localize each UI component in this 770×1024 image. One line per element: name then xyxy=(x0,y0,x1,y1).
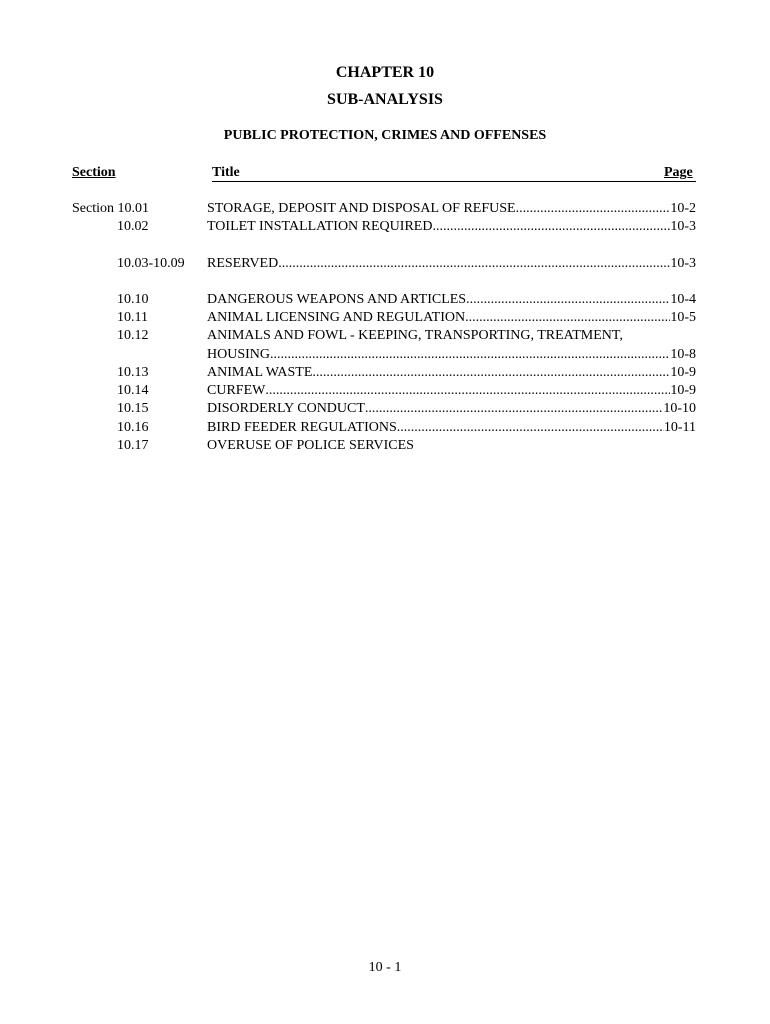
column-header-page: Page xyxy=(664,165,693,180)
toc-title-line xyxy=(207,365,696,381)
toc-section: Section 10.01 xyxy=(72,201,149,216)
toc-title: BIRD FEEDER REGULATIONS xyxy=(207,420,397,435)
toc-title-line xyxy=(207,401,696,417)
toc-title-line xyxy=(207,347,696,363)
toc-row xyxy=(0,420,770,438)
toc-row xyxy=(0,438,770,456)
column-header-section: Section xyxy=(72,165,116,180)
toc-title: DANGEROUS WEAPONS AND ARTICLES xyxy=(207,292,467,307)
toc-title-line xyxy=(207,438,696,454)
toc-page: 10-4 xyxy=(670,292,696,307)
toc-section: 10.17 xyxy=(117,438,149,453)
header-underline xyxy=(212,181,696,182)
toc-row xyxy=(0,219,770,237)
toc-title-line xyxy=(207,219,696,235)
toc-title: DISORDERLY CONDUCT xyxy=(207,401,365,416)
toc-title-line xyxy=(207,201,696,217)
toc-row xyxy=(0,401,770,419)
toc-leader xyxy=(312,365,670,381)
toc-page: 10-9 xyxy=(670,365,696,380)
toc-leader xyxy=(278,256,670,272)
chapter-subtitle: SUB-ANALYSIS xyxy=(327,91,443,108)
toc-title: STORAGE, DEPOSIT AND DISPOSAL OF REFUSE xyxy=(207,201,516,216)
toc-row xyxy=(0,383,770,401)
chapter-topic: PUBLIC PROTECTION, CRIMES AND OFFENSES xyxy=(223,128,547,143)
toc-title: CURFEW xyxy=(207,383,266,398)
toc-row xyxy=(0,365,770,383)
toc-section: 10.16 xyxy=(117,420,149,435)
column-header-title: Title xyxy=(212,165,240,180)
toc-title: ANIMAL WASTE xyxy=(207,365,313,380)
toc-section: 10.11 xyxy=(117,310,148,325)
toc-section: 10.02 xyxy=(117,219,149,234)
toc-title-line xyxy=(207,383,696,399)
toc-title: ANIMAL LICENSING AND REGULATION xyxy=(207,310,466,325)
toc-title-line xyxy=(207,256,696,272)
toc-page: 10-3 xyxy=(670,219,696,234)
chapter-heading: CHAPTER 10 xyxy=(335,64,435,81)
toc-page: 10-11 xyxy=(663,420,696,435)
toc-leader xyxy=(397,420,664,436)
toc-title: ANIMALS AND FOWL - KEEPING, TRANSPORTING, TREATMENT, xyxy=(207,328,623,343)
toc-row xyxy=(0,328,770,346)
toc-title: RESERVED xyxy=(207,256,279,271)
toc-leader xyxy=(432,219,670,235)
toc-section: 10.14 xyxy=(117,383,149,398)
toc-page: 10-9 xyxy=(670,383,696,398)
toc-row xyxy=(0,201,770,219)
toc-section: 10.13 xyxy=(117,365,149,380)
toc-section: 10.10 xyxy=(117,292,149,307)
toc-page: 10-10 xyxy=(663,401,696,416)
toc-row xyxy=(0,310,770,328)
toc-title-continuation: HOUSING xyxy=(207,347,270,362)
toc-leader xyxy=(265,383,670,399)
toc-page: 10-5 xyxy=(670,310,696,325)
toc-row xyxy=(0,256,770,274)
toc-page: 10-2 xyxy=(670,201,696,216)
toc-page: 10-8 xyxy=(670,347,696,362)
toc-leader xyxy=(466,292,670,308)
toc-title-line xyxy=(207,292,696,308)
toc-title-line xyxy=(207,420,696,436)
toc-title-line xyxy=(207,328,696,344)
toc-leader xyxy=(270,347,670,363)
page-number: 10 - 1 xyxy=(368,960,402,975)
toc-row-continuation xyxy=(0,347,770,365)
toc-leader xyxy=(465,310,670,326)
toc-section: 10.03-10.09 xyxy=(117,256,185,271)
toc-section: 10.15 xyxy=(117,401,149,416)
toc-row xyxy=(0,292,770,310)
toc-title-line xyxy=(207,310,696,326)
toc-leader xyxy=(365,401,663,417)
toc-leader xyxy=(516,201,671,217)
toc-title: OVERUSE OF POLICE SERVICES xyxy=(207,438,414,453)
toc-page: 10-3 xyxy=(670,256,696,271)
toc-title: TOILET INSTALLATION REQUIRED xyxy=(207,219,433,234)
toc-section: 10.12 xyxy=(117,328,149,343)
